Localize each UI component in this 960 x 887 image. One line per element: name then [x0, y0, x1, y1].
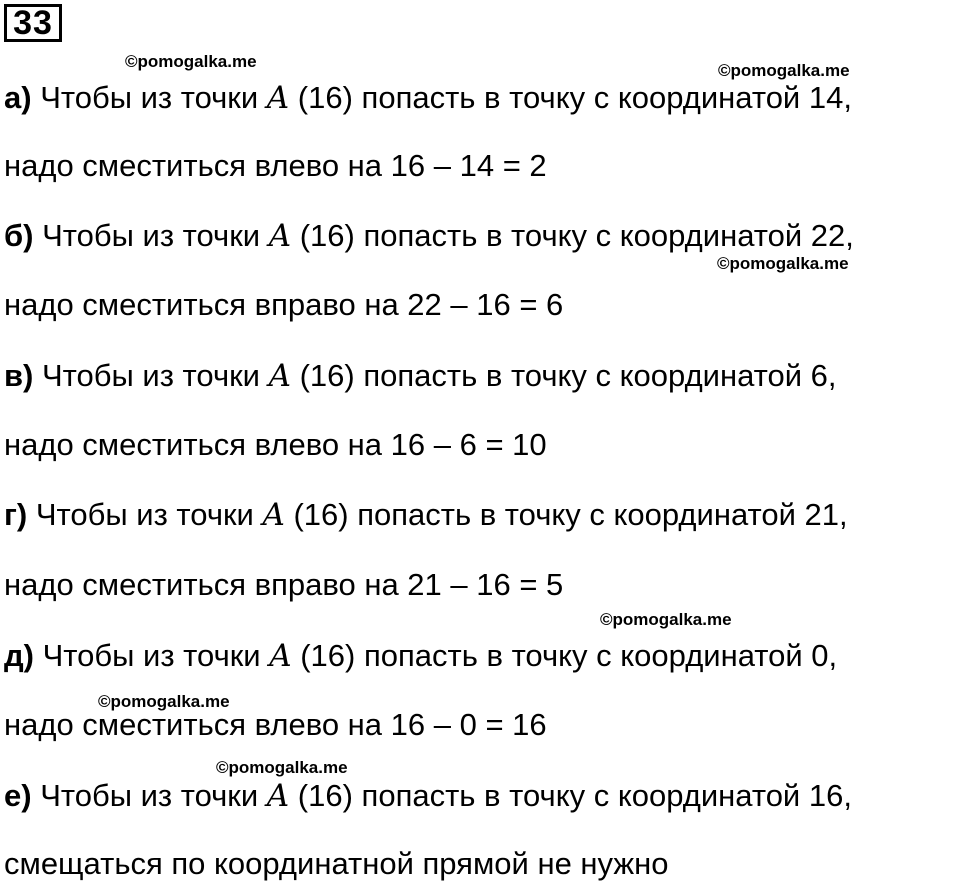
item-text: (16) попасть в точку с координатой 14,	[289, 80, 852, 115]
item-v-line-1	[4, 358, 837, 394]
item-e-line-2: смещаться по координатной прямой не нужно	[4, 846, 669, 881]
watermark: ©pomogalka.me	[718, 61, 850, 80]
item-a-line-2: надо сместиться влево на 16 – 14 = 2	[4, 148, 547, 183]
item-d-line-2: надо сместиться влево на 16 – 0 = 16	[4, 707, 547, 742]
point-variable: A	[262, 497, 285, 533]
point-variable: A	[266, 80, 290, 116]
item-text: (16) попасть в точку с координатой 16,	[289, 778, 852, 813]
item-g-line-2: надо сместиться вправо на 21 – 16 = 5	[4, 567, 564, 602]
task-number: 33	[4, 4, 62, 42]
item-text: Чтобы из точки	[33, 218, 269, 253]
item-b-line-1	[4, 218, 854, 254]
item-text: Чтобы из точки	[27, 497, 263, 532]
item-d-line-1	[4, 638, 837, 674]
watermark: ©pomogalka.me	[717, 254, 849, 273]
item-v-line-2: надо сместиться влево на 16 – 6 = 10	[4, 427, 547, 462]
item-text: Чтобы из точки	[31, 778, 267, 813]
item-a-line-1	[4, 80, 852, 116]
item-text: (16) попасть в точку с координатой 22,	[291, 218, 854, 253]
point-variable: A	[266, 778, 290, 814]
item-text: (16) попасть в точку с координатой 6,	[291, 358, 837, 393]
item-label: в)	[4, 358, 34, 393]
item-label: е)	[4, 778, 32, 813]
item-text: (16) попасть в точку с координатой 0,	[291, 638, 838, 673]
watermark: ©pomogalka.me	[216, 758, 348, 777]
item-text: (16) попасть в точку с координатой 21,	[284, 497, 848, 532]
item-g-line-1	[4, 497, 848, 533]
item-label: а)	[4, 80, 32, 115]
item-b-line-2: надо сместиться вправо на 22 – 16 = 6	[4, 287, 564, 322]
item-label: д)	[4, 638, 35, 673]
watermark: ©pomogalka.me	[125, 52, 257, 71]
point-variable: A	[269, 638, 292, 674]
watermark: ©pomogalka.me	[600, 610, 732, 629]
item-text: Чтобы из точки	[33, 358, 269, 393]
item-e-line-1	[4, 778, 852, 814]
item-label: б)	[4, 218, 34, 253]
item-label: г)	[4, 497, 28, 532]
item-text: Чтобы из точки	[31, 80, 267, 115]
point-variable: A	[268, 358, 291, 394]
watermark: ©pomogalka.me	[98, 692, 230, 711]
item-text: Чтобы из точки	[34, 638, 270, 673]
point-variable: A	[268, 218, 292, 254]
